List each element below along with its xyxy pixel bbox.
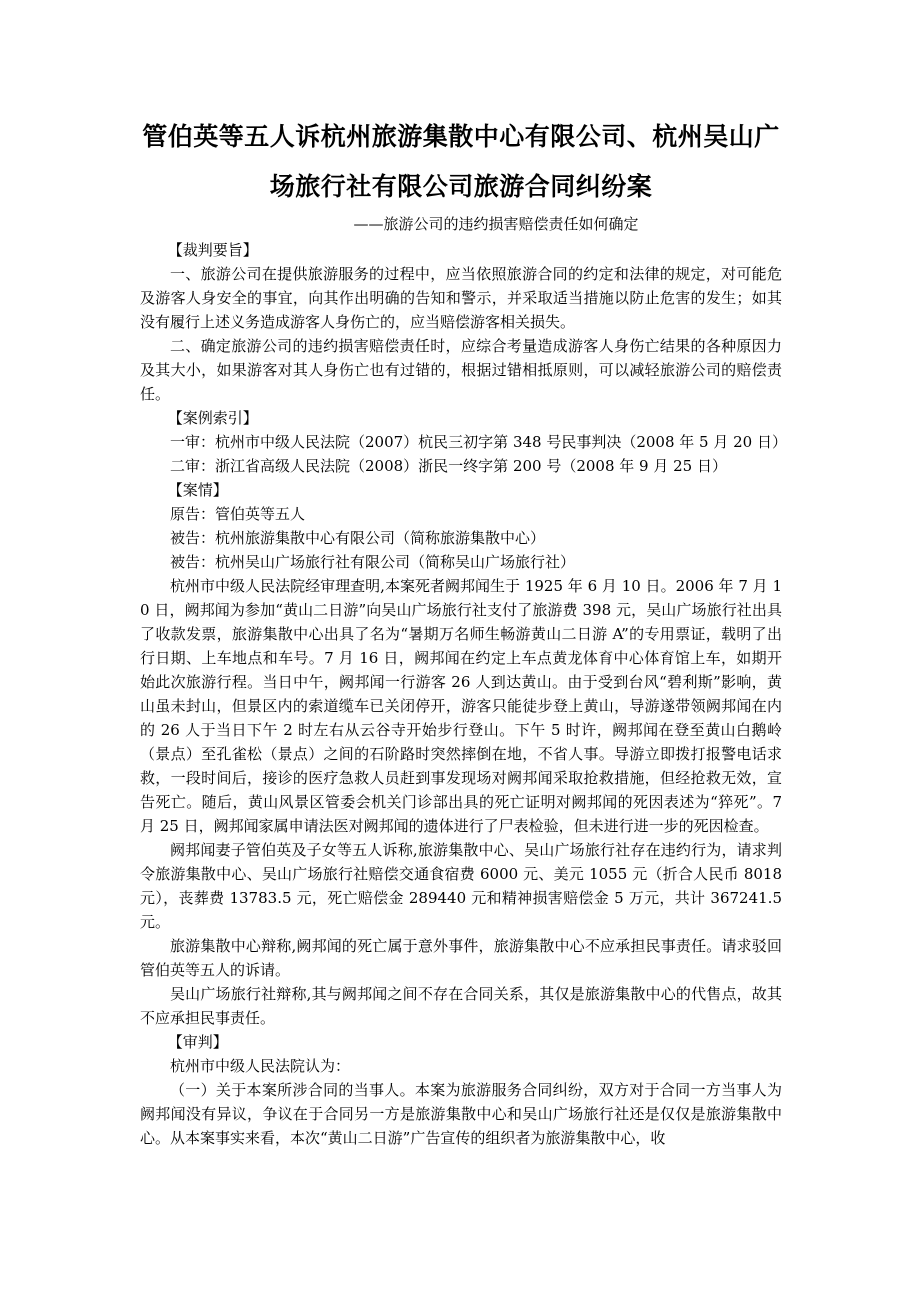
document-body bbox=[140, 238, 787, 1150]
section-heading: 【案例索引】 bbox=[167, 409, 258, 427]
document-page bbox=[140, 112, 787, 1150]
paragraph: 阙邦闻妻子管伯英及子女等五人诉称,旅游集散中心、吴山广场旅行社存在违约行为，请求判令旅游集散中心、吴山广场旅行社赔偿交通食宿费 6000 元、美元 1055 元（折合人民币 8018 元），丧葬费 13783.5 元，死亡赔偿金 289440 元和精神损害赔偿金 5 万元，共计 367241.5 元。 bbox=[140, 841, 782, 931]
paragraph: 旅游集散中心辩称,阙邦闻的死亡属于意外事件，旅游集散中心不应承担民事责任。请求驳回管伯英等五人的诉请。 bbox=[140, 937, 782, 979]
paragraph: 吴山广场旅行社辩称,其与阙邦闻之间不存在合同关系，其仅是旅游集散中心的代售点，故其不应承担民事责任。 bbox=[140, 985, 782, 1027]
paragraph: 一审：杭州市中级人民法院（2007）杭民三初字第 348 号民事判决（2008 年 5 月 20 日） bbox=[170, 433, 787, 451]
paragraph: 杭州市中级人民法院认为： bbox=[170, 1057, 351, 1075]
paragraph: 一、旅游公司在提供旅游服务的过程中，应当依照旅游合同的约定和法律的规定，对可能危及游客人身安全的事宜，向其作出明确的告知和警示，并采取适当措施以防止危害的发生；如其没有履行上述义务造成游客人身伤亡的，应当赔偿游客相关损失。 bbox=[140, 265, 782, 331]
document-subtitle: ——旅游公司的违约损害赔偿责任如何确定 bbox=[353, 215, 639, 233]
paragraph: 被告：杭州旅游集散中心有限公司（简称旅游集散中心） bbox=[170, 529, 546, 547]
paragraph: （一）关于本案所涉合同的当事人。本案为旅游服务合同纠纷，双方对于合同一方当事人为阙邦闻没有异议，争议在于合同另一方是旅游集散中心和吴山广场旅行社还是仅仅是旅游集散中心。从本案事实来看，本次“黄山二日游”广告宣传的组织者为旅游集散中心，收 bbox=[140, 1081, 782, 1147]
section-heading: 【审判】 bbox=[167, 1033, 228, 1051]
document-title: 管伯英等五人诉杭州旅游集散中心有限公司、杭州吴山广场旅行社有限公司旅游合同纠纷案 bbox=[142, 122, 780, 201]
paragraph: 二、确定旅游公司的违约损害赔偿责任时，应综合考量造成游客人身伤亡结果的各种原因力及其大小，如果游客对其人身伤亡也有过错的，根据过错相抵原则，可以减轻旅游公司的赔偿责任。 bbox=[140, 337, 782, 403]
paragraph: 杭州市中级人民法院经审理查明,本案死者阙邦闻生于 1925 年 6 月 10 日。2006 年 7 月 10 日，阙邦闻为参加“黄山二日游”向吴山广场旅行社支付了旅游费 398 元，吴山广场旅行社出具了收款发票，旅游集散中心出具了名为“暑期万名师生畅游黄山二日游 A”的专用票证，载明了出行日期、上车地点和车号。7 月 16 日，阙邦闻在约定上车点黄龙体育中心体育馆上车，如期开始此次旅游行程。当日中午，阙邦闻一行游客 26 人到达黄山。由于受到台风“碧利斯”影响，黄山虽未封山，但景区内的索道缆车已关闭停开，游客只能徒步登上黄山，导游遂带领阙邦闻在内的 26 人于当日下午 2 时左右从云谷寺开始步行登山。下午 5 时许，阙邦闻在登至黄山白鹅岭（景点）至孔雀松（景点）之间的石阶路时突然摔倒在地，不省人事。导游立即拨打报警电话求救，一段时间后，接诊的医疗急救人员赶到事发现场对阙邦闻采取抢救措施，但经抢救无效，宣告死亡。随后，黄山风景区管委会机关门诊部出具的死亡证明对阙邦闻的死因表述为“猝死”。7 月 25 日，阙邦闻家属申请法医对阙邦闻的遗体进行了尸表检验，但未进行进一步的死因检查。 bbox=[140, 577, 782, 835]
paragraph: 原告：管伯英等五人 bbox=[170, 505, 306, 523]
section-heading: 【裁判要旨】 bbox=[167, 241, 258, 259]
section-heading: 【案情】 bbox=[167, 481, 228, 499]
paragraph: 二审：浙江省高级人民法院（2008）浙民一终字第 200 号（2008 年 9 月 25 日） bbox=[170, 457, 727, 475]
paragraph: 被告：杭州吴山广场旅行社有限公司（简称吴山广场旅行社） bbox=[170, 553, 576, 571]
